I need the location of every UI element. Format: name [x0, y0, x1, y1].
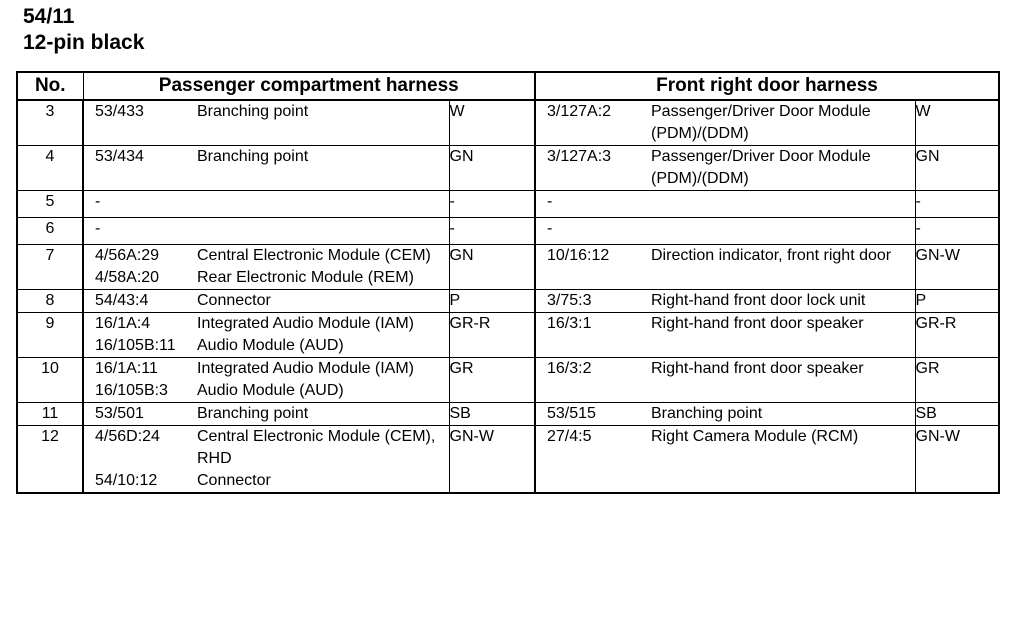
front-right-entry [536, 358, 915, 380]
passenger-description: Audio Module (AUD) [197, 382, 344, 399]
passenger-connector-code: 16/105B:11 [95, 337, 176, 354]
front-right-harness-cell [535, 218, 915, 245]
pin-number: 3 [17, 100, 83, 146]
table-row [17, 100, 999, 146]
front-right-wire-color: - [915, 218, 999, 245]
passenger-connector-code: 54/10:12 [95, 472, 158, 489]
passenger-description: Branching point [197, 405, 309, 422]
passenger-connector-code: 16/105B:3 [95, 382, 168, 399]
passenger-entry [84, 403, 449, 425]
front-right-connector-code: 3/127A:2 [547, 103, 612, 120]
passenger-entry [84, 101, 449, 123]
front-right-entry [536, 191, 915, 213]
front-right-description: Right Camera Module (RCM) [651, 428, 859, 445]
front-right-connector-code: - [547, 220, 553, 237]
passenger-wire-color: GR [449, 358, 535, 403]
passenger-entry [84, 426, 449, 470]
table-row [17, 191, 999, 218]
connector-type: 12-pin black [23, 31, 145, 54]
front-right-harness-cell [535, 403, 915, 426]
front-right-harness-cell [535, 100, 915, 146]
passenger-entry [84, 191, 449, 213]
front-right-connector-code: 3/75:3 [547, 292, 592, 309]
passenger-harness-cell [83, 403, 449, 426]
passenger-description: Rear Electronic Module (REM) [197, 269, 414, 286]
passenger-entry [84, 146, 449, 168]
front-right-wire-color: SB [915, 403, 999, 426]
passenger-wire-color: - [449, 191, 535, 218]
table-row [17, 245, 999, 290]
front-right-harness-cell [535, 245, 915, 290]
passenger-harness-cell [83, 146, 449, 191]
front-right-description: Branching point [651, 405, 763, 422]
front-right-connector-code: 16/3:2 [547, 360, 592, 377]
pin-number: 12 [17, 426, 83, 494]
passenger-description: Audio Module (AUD) [197, 337, 344, 354]
front-right-harness-cell [535, 290, 915, 313]
front-right-wire-color: P [915, 290, 999, 313]
front-right-entry [536, 245, 915, 267]
passenger-connector-code: 53/433 [95, 103, 144, 120]
passenger-entry [84, 358, 449, 380]
front-right-harness-cell [535, 358, 915, 403]
passenger-wire-color: - [449, 218, 535, 245]
passenger-entry [84, 245, 449, 267]
passenger-entry [84, 335, 449, 357]
table-row [17, 426, 999, 494]
front-right-connector-code: - [547, 193, 553, 210]
passenger-connector-code: 16/1A:4 [95, 315, 151, 332]
pin-number: 11 [17, 403, 83, 426]
front-right-entry [536, 101, 915, 145]
passenger-description: Central Electronic Module (CEM) [197, 247, 431, 264]
passenger-connector-code: 54/43:4 [95, 292, 149, 309]
front-right-entry [536, 403, 915, 425]
passenger-wire-color: W [449, 100, 535, 146]
front-right-connector-code: 3/127A:3 [547, 148, 612, 165]
front-right-wire-color: W [915, 100, 999, 146]
passenger-connector-code: 16/1A:11 [95, 360, 158, 377]
front-right-harness-cell [535, 426, 915, 494]
passenger-description: Branching point [197, 103, 309, 120]
front-right-connector-code: 53/515 [547, 405, 596, 422]
passenger-wire-color: SB [449, 403, 535, 426]
passenger-description [185, 218, 449, 240]
header-passenger-harness: Passenger compartment harness [83, 72, 535, 100]
front-right-harness-cell [535, 313, 915, 358]
passenger-wire-color: GN-W [449, 426, 535, 494]
front-right-description: Passenger/Driver Door Module (PDM)/(DDM) [651, 148, 871, 187]
passenger-harness-cell [83, 426, 449, 494]
front-right-description [639, 218, 915, 240]
passenger-description: Connector [197, 472, 271, 489]
passenger-description: Connector [197, 292, 271, 309]
table-header-row [17, 72, 999, 100]
front-right-wire-color: GN-W [915, 426, 999, 494]
front-right-entry [536, 426, 915, 448]
passenger-connector-code: 53/434 [95, 148, 144, 165]
passenger-wire-color: GN [449, 146, 535, 191]
pin-number: 9 [17, 313, 83, 358]
front-right-harness-cell [535, 191, 915, 218]
table-row [17, 358, 999, 403]
passenger-harness-cell [83, 191, 449, 218]
passenger-connector-code: 4/56D:24 [95, 428, 160, 445]
front-right-description: Passenger/Driver Door Module (PDM)/(DDM) [651, 103, 871, 142]
passenger-connector-code: 4/56A:29 [95, 247, 160, 264]
table-body [17, 100, 999, 493]
passenger-entry [84, 380, 449, 402]
connector-id: 54/11 [23, 5, 75, 28]
passenger-wire-color: P [449, 290, 535, 313]
passenger-wire-color: GR-R [449, 313, 535, 358]
front-right-harness-cell [535, 146, 915, 191]
front-right-entry [536, 146, 915, 190]
pin-number: 6 [17, 218, 83, 245]
pinout-table [16, 71, 1000, 494]
pin-number: 4 [17, 146, 83, 191]
passenger-description: Branching point [197, 148, 309, 165]
passenger-description: Central Electronic Module (CEM), RHD [197, 428, 436, 467]
table-row [17, 313, 999, 358]
passenger-harness-cell [83, 218, 449, 245]
front-right-description: Right-hand front door lock unit [651, 292, 866, 309]
passenger-entry [84, 218, 449, 240]
front-right-description: Right-hand front door speaker [651, 315, 864, 332]
front-right-entry [536, 218, 915, 240]
header-front-right-harness: Front right door harness [535, 72, 999, 100]
pin-number: 7 [17, 245, 83, 290]
passenger-entry [84, 290, 449, 312]
table-row [17, 403, 999, 426]
front-right-wire-color: GR-R [915, 313, 999, 358]
header-no: No. [17, 72, 83, 100]
front-right-connector-code: 16/3:1 [547, 315, 592, 332]
pin-number: 8 [17, 290, 83, 313]
front-right-entry [536, 313, 915, 335]
passenger-description: Integrated Audio Module (IAM) [197, 315, 415, 332]
passenger-harness-cell [83, 100, 449, 146]
passenger-description: Integrated Audio Module (IAM) [197, 360, 415, 377]
front-right-description: Right-hand front door speaker [651, 360, 864, 377]
title-block [23, 4, 144, 56]
passenger-wire-color: GN [449, 245, 535, 290]
front-right-wire-color: GR [915, 358, 999, 403]
front-right-wire-color: GN [915, 146, 999, 191]
front-right-wire-color: GN-W [915, 245, 999, 290]
passenger-connector-code: 53/501 [95, 405, 144, 422]
front-right-connector-code: 10/16:12 [547, 247, 610, 264]
passenger-harness-cell [83, 245, 449, 290]
passenger-connector-code: - [95, 220, 101, 237]
front-right-wire-color: - [915, 191, 999, 218]
passenger-harness-cell [83, 358, 449, 403]
passenger-harness-cell [83, 313, 449, 358]
front-right-entry [536, 290, 915, 312]
table-row [17, 146, 999, 191]
pin-number: 5 [17, 191, 83, 218]
pin-number: 10 [17, 358, 83, 403]
passenger-connector-code: - [95, 193, 101, 210]
passenger-entry [84, 470, 449, 492]
passenger-connector-code: 4/58A:20 [95, 269, 160, 286]
table-row [17, 290, 999, 313]
front-right-description [639, 191, 915, 213]
table-row [17, 218, 999, 245]
passenger-description [185, 191, 449, 213]
passenger-entry [84, 267, 449, 289]
passenger-harness-cell [83, 290, 449, 313]
front-right-connector-code: 27/4:5 [547, 428, 592, 445]
passenger-entry [84, 313, 449, 335]
front-right-description: Direction indicator, front right door [651, 247, 892, 264]
